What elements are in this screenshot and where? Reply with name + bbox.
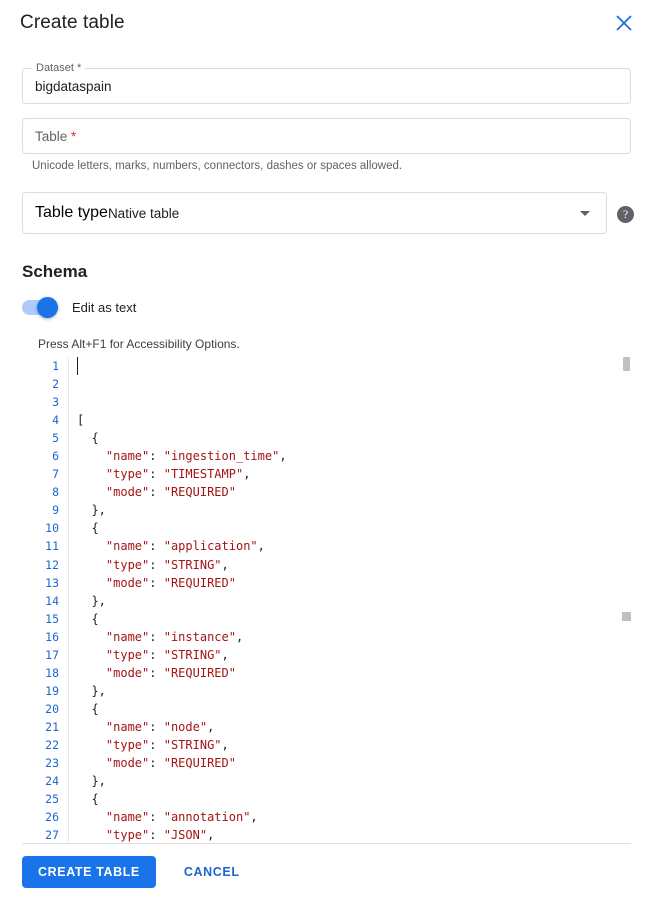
dialog-body <box>0 46 653 846</box>
line-number: 18 <box>45 665 59 680</box>
line-number: 24 <box>45 774 59 789</box>
dialog-footer <box>0 846 653 898</box>
code-line: "name": "application", <box>105 539 265 554</box>
code-line: { <box>77 701 99 716</box>
line-number: 5 <box>52 431 59 446</box>
code-line: "mode": "REQUIRED" <box>105 665 236 680</box>
code-line: "type": "STRING", <box>105 647 229 662</box>
edit-as-text-toggle[interactable] <box>22 300 58 315</box>
line-number: 12 <box>45 557 59 572</box>
line-number: 16 <box>45 629 59 644</box>
code-line: { <box>77 611 99 626</box>
code-line: "type": "STRING", <box>105 737 229 752</box>
cancel-button[interactable]: CANCEL <box>170 856 254 888</box>
code-line: "mode": "REQUIRED" <box>105 756 236 771</box>
edit-as-text-row <box>22 300 631 315</box>
accessibility-note: Press Alt+F1 for Accessibility Options. <box>38 337 240 351</box>
line-number: 10 <box>45 521 59 536</box>
table-name-field[interactable] <box>22 118 631 154</box>
code-line: "type": "JSON", <box>105 828 215 843</box>
line-number: 19 <box>45 683 59 698</box>
code-line: "name": "annotation", <box>105 810 258 825</box>
text-cursor <box>77 357 78 375</box>
line-number: 26 <box>45 810 59 825</box>
table-type-select[interactable] <box>22 192 629 234</box>
line-number: 11 <box>45 539 59 554</box>
line-number: 14 <box>45 593 59 608</box>
editor-line-numbers <box>22 357 68 844</box>
line-number: 25 <box>45 792 59 807</box>
code-line: { <box>77 431 99 446</box>
line-number: 9 <box>52 503 59 518</box>
line-number: 13 <box>45 575 59 590</box>
code-line: }, <box>77 683 106 698</box>
line-number: 21 <box>45 719 59 734</box>
table-type-label: Table type <box>35 204 108 221</box>
dataset-field[interactable] <box>22 62 631 104</box>
code-line: "mode": "REQUIRED" <box>105 485 236 500</box>
line-number: 27 <box>45 828 59 843</box>
chevron-down-icon[interactable] <box>580 211 590 216</box>
code-line: "name": "node", <box>105 719 215 734</box>
code-line: "type": "STRING", <box>105 557 229 572</box>
scrollbar-thumb[interactable] <box>622 612 631 621</box>
schema-text-editor[interactable] <box>22 357 631 844</box>
line-number: 4 <box>52 413 59 428</box>
line-number: 2 <box>52 377 59 392</box>
code-line: "name": "ingestion_time", <box>105 449 287 464</box>
line-number: 23 <box>45 756 59 771</box>
line-number: 17 <box>45 647 59 662</box>
scrollbar-thumb-top[interactable] <box>623 357 630 371</box>
editor-code-area[interactable] <box>68 357 631 844</box>
code-line: }, <box>77 503 106 518</box>
dialog-header <box>0 0 653 46</box>
code-line: { <box>77 792 99 807</box>
table-name-placeholder: Table * <box>35 128 77 144</box>
dataset-field-value: bigdataspain <box>35 78 112 94</box>
dataset-field-label: Dataset * <box>32 62 85 74</box>
code-line: }, <box>77 774 106 789</box>
code-line: }, <box>77 593 106 608</box>
help-icon[interactable]: ? <box>617 206 634 223</box>
editor-code-lines <box>77 411 631 844</box>
code-line: "type": "TIMESTAMP", <box>105 467 251 482</box>
page-title: Create table <box>20 12 125 33</box>
line-number: 7 <box>52 467 59 482</box>
table-type-value: Native table <box>107 205 180 221</box>
edit-as-text-label: Edit as text <box>72 300 137 315</box>
close-icon[interactable] <box>611 10 637 36</box>
code-line: "name": "instance", <box>105 629 244 644</box>
editor-bottom-divider <box>22 843 631 844</box>
schema-heading: Schema <box>22 262 88 281</box>
line-number: 22 <box>45 737 59 752</box>
code-line: "mode": "REQUIRED" <box>105 575 236 590</box>
create-table-button[interactable]: CREATE TABLE <box>22 856 156 888</box>
line-number: 3 <box>52 395 59 410</box>
line-number: 15 <box>45 611 59 626</box>
line-number: 20 <box>45 701 59 716</box>
line-number: 6 <box>52 449 59 464</box>
editor-scrollbar[interactable] <box>622 357 631 844</box>
toggle-knob <box>37 297 58 318</box>
line-number: 8 <box>52 485 59 500</box>
line-number: 1 <box>52 359 59 373</box>
table-name-helper-text: Unicode letters, marks, numbers, connectors, dashes or spaces allowed. <box>32 160 403 172</box>
code-line: [ <box>77 413 85 428</box>
code-line: { <box>77 521 99 536</box>
